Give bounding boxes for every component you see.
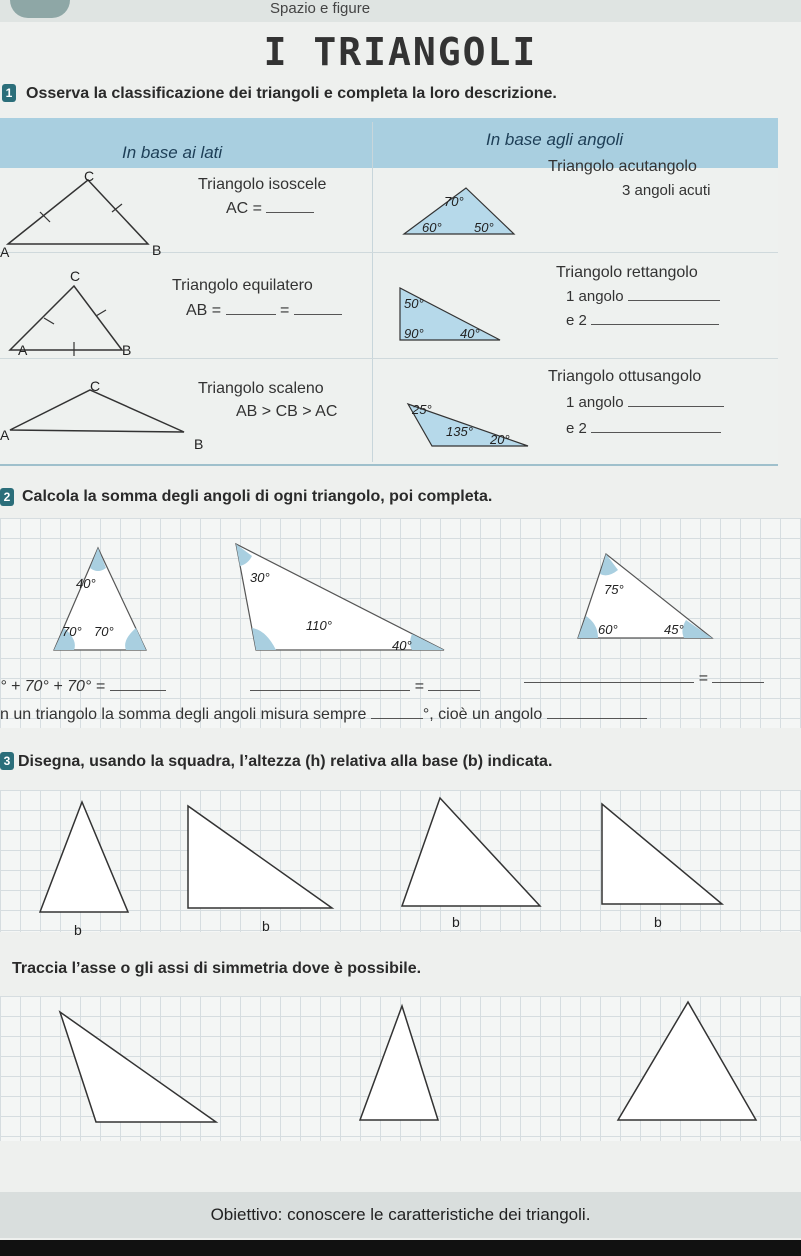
angle-label: 40° [76, 576, 96, 591]
equation-1: ° + 70° + 70° = [0, 678, 166, 696]
header-decoration [10, 0, 70, 18]
exercise-3-number: 3 [0, 752, 14, 770]
equation-3: = [524, 670, 764, 688]
obtuse-line-1: 1 angolo [566, 394, 724, 411]
ex2-triangle-2 [232, 540, 452, 656]
vertex-label: A [0, 244, 10, 260]
vertex-label: C [84, 168, 95, 184]
answer-blank[interactable] [250, 690, 410, 691]
equilateral-relation: AB = = [186, 302, 342, 320]
exercise-2-number: 2 [0, 488, 14, 506]
acute-triangle-figure [400, 182, 520, 242]
angle-label: 50° [474, 220, 494, 235]
ex3-triangle-1 [38, 800, 134, 916]
sum-sentence: n un triangolo la somma degli angoli misura sempre °, cioè un angolo [0, 706, 647, 724]
column-divider [372, 122, 373, 462]
equilateral-name: Triangolo equilatero [172, 277, 313, 294]
header-bar [0, 0, 801, 22]
base-label: b [654, 914, 662, 930]
right-line-2: e 2 [566, 312, 719, 329]
page-title: I TRIANGOLI [263, 30, 538, 74]
angle-label: 135° [446, 424, 473, 439]
exercise-3-instruction: Disegna, usando la squadra, l’altezza (h) relativa alla base (b) indicata. [18, 753, 553, 770]
vertex-label: C [90, 378, 101, 394]
row-divider [0, 358, 778, 359]
angle-label: 75° [604, 582, 624, 597]
angle-label: 40° [460, 326, 480, 341]
angle-label: 60° [598, 622, 618, 637]
section-label: Spazio e figure [270, 0, 371, 17]
vertex-label: A [0, 427, 10, 443]
vertex-label: B [194, 436, 204, 452]
angle-label: 70° [444, 194, 464, 209]
vertex-label: C [70, 268, 81, 284]
exercise-4-instruction: Traccia l’asse o gli assi di simmetria dove è possibile. [12, 960, 422, 977]
header-angles: In base agli angoli [486, 130, 624, 149]
angle-label: 110° [306, 618, 332, 633]
answer-blank[interactable] [628, 300, 720, 301]
exercise-2-instruction: Calcola la somma degli angoli di ogni triangolo, poi completa. [22, 488, 493, 505]
angle-label: 60° [422, 220, 442, 235]
base-label: b [452, 914, 460, 930]
ex2-triangle-3 [574, 550, 718, 642]
scalene-name: Triangolo scaleno [198, 380, 324, 397]
answer-blank[interactable] [591, 432, 721, 433]
angle-label: 40° [392, 638, 412, 653]
angle-label: 45° [664, 622, 684, 637]
header-sides: In base ai lati [122, 143, 223, 162]
answer-blank[interactable] [428, 690, 480, 691]
answer-blank[interactable] [712, 682, 764, 683]
ex4-triangle-1 [56, 1008, 220, 1126]
angle-label: 70° [62, 624, 82, 639]
angle-label: 70° [94, 624, 114, 639]
answer-blank[interactable] [524, 682, 694, 683]
bottom-edge [0, 1240, 801, 1256]
isosceles-relation: AC = [226, 200, 314, 218]
equation-2: = [250, 678, 480, 696]
angle-label: 90° [404, 326, 424, 341]
acute-description: 3 angoli acuti [622, 182, 711, 199]
answer-blank[interactable] [628, 406, 724, 407]
scalene-triangle-figure [0, 384, 200, 454]
vertex-label: B [122, 342, 132, 358]
vertex-label: A [18, 342, 28, 358]
ex4-triangle-2 [358, 1004, 440, 1122]
exercise-1-number: 1 [2, 84, 16, 102]
ex3-triangle-2 [186, 800, 336, 912]
isosceles-name: Triangolo isoscele [198, 176, 327, 193]
right-name: Triangolo rettangolo [556, 264, 698, 281]
ex3-triangle-3 [400, 796, 544, 910]
exercise-1-instruction: Osserva la classificazione dei triangoli e completa la loro descrizione. [26, 85, 557, 102]
acute-name: Triangolo acutangolo [548, 158, 697, 175]
answer-blank[interactable] [547, 718, 647, 719]
right-line-1: 1 angolo [566, 288, 720, 305]
vertex-label: B [152, 242, 162, 258]
angle-label: 50° [404, 296, 424, 311]
scalene-relation: AB > CB > AC [236, 403, 338, 420]
answer-blank[interactable] [371, 718, 423, 719]
answer-blank[interactable] [591, 324, 719, 325]
ex4-triangle-3 [616, 1000, 760, 1124]
answer-blank[interactable] [226, 314, 276, 315]
base-label: b [74, 922, 82, 938]
obtuse-line-2: e 2 [566, 420, 721, 437]
obtuse-name: Triangolo ottusangolo [548, 368, 702, 385]
angle-label: 30° [250, 570, 270, 585]
ex3-triangle-4 [598, 802, 726, 908]
ex2-triangle-1 [50, 544, 160, 656]
answer-blank[interactable] [110, 690, 166, 691]
objective-text: Obiettivo: conoscere le caratteristiche dei triangoli. [210, 1205, 591, 1224]
answer-blank[interactable] [266, 212, 314, 213]
angle-label: 25° [412, 402, 432, 417]
base-label: b [262, 918, 270, 934]
isosceles-triangle-figure [0, 170, 160, 260]
answer-blank[interactable] [294, 314, 342, 315]
angle-label: 20° [490, 432, 510, 447]
